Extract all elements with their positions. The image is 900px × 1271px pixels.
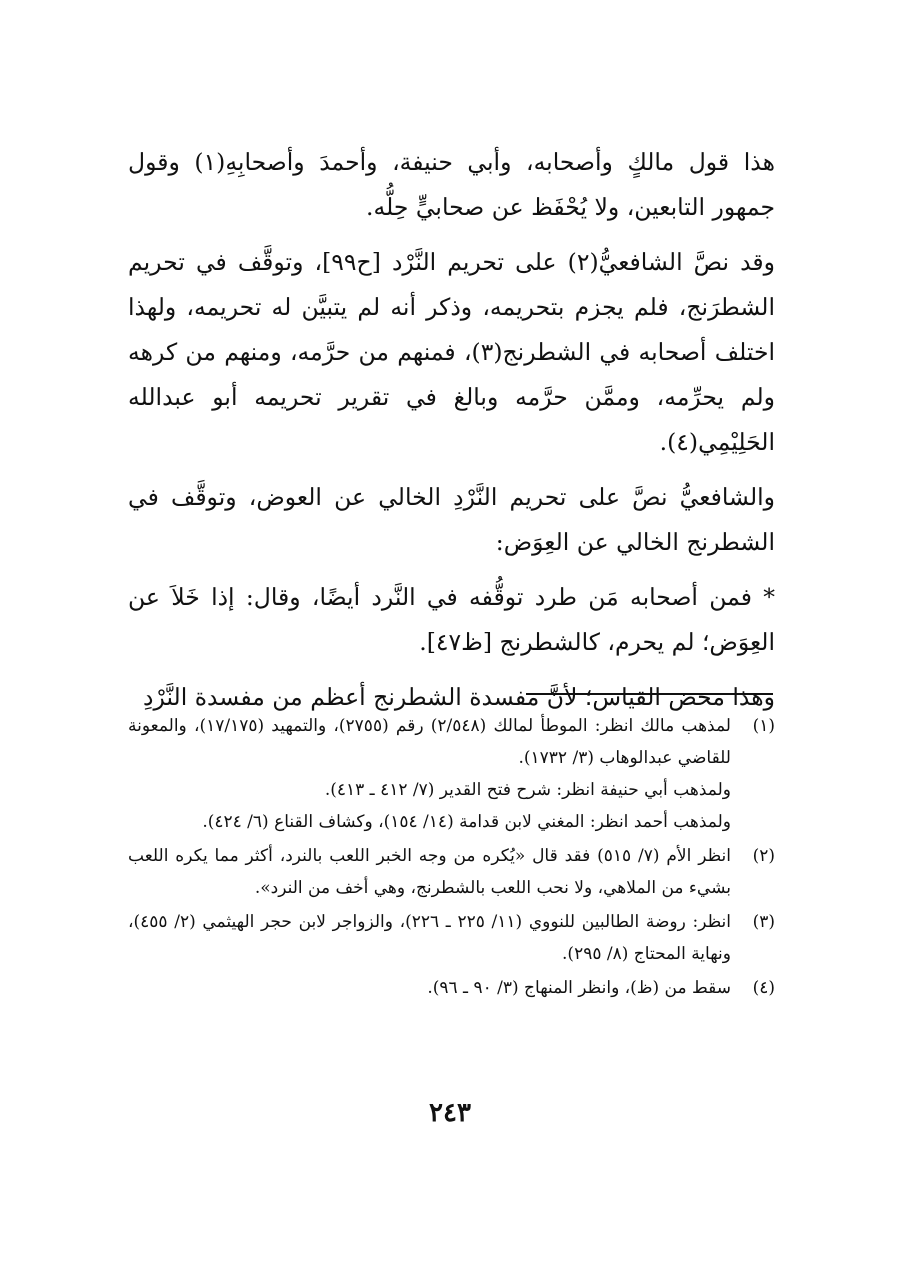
footnote-divider (526, 693, 773, 695)
footnote-number: (٣) (752, 912, 775, 932)
footnote-text: ولمذهب أحمد انظر: المغني لابن قدامة (١٤/ ١٥٤)، وكشاف القناع (٦/ ٤٢٤). (202, 812, 731, 832)
page-number: ٢٤٣ (429, 1098, 471, 1128)
paragraph-5: وهذا محض القياس؛ لأنَّ مفسدة الشطرنج أعظم من مفسدة النَّرْدِ (143, 683, 775, 711)
footnote-text: سقط من (ظ)، وانظر المنهاج (٣/ ٩٠ ـ ٩٦). (427, 978, 731, 998)
footnote-2 (128, 840, 775, 904)
footnote-text: انظر الأم (٧/ ٥١٥) فقد قال «يُكره من وجه الخبر اللعب بالنرد، أكثر مما يكره اللعب بشيء من الملاهي، ولا نحب اللعب بالشطرنج، وهي أخف من النرد». (128, 846, 731, 898)
footnote-1 (128, 710, 775, 838)
paragraph-1: هذا قول مالكٍ وأصحابه، وأبي حنيفة، وأحمدَ وأصحابِهِ(١) وقول جمهور التابعين، ولا يُحْفَظ عن صحابيٍّ حِلُّه. (128, 148, 775, 221)
footnote-text: لمذهب مالك انظر: الموطأ لمالك (٢/٥٤٨) رقم (٢٧٥٥)، والتمهيد (١٧/١٧٥)، والمعونة للقاضي عبدالوهاب (٣/ ١٧٣٢). (128, 716, 731, 768)
footnote-text: ولمذهب أبي حنيفة انظر: شرح فتح القدير (٧/ ٤١٢ ـ ٤١٣). (324, 780, 731, 800)
footnote-3 (128, 906, 775, 970)
paragraph-3: والشافعيُّ نصَّ على تحريم النَّرْدِ الخالي عن العوض، وتوقَّف في الشطرنج الخالي عن العِوَض: (128, 483, 775, 556)
footnote-text: انظر: روضة الطالبين للنووي (١١/ ٢٢٥ ـ ٢٢٦)، والزواجر لابن حجر الهيثمي (٢/ ٤٥٥)، ونهاية المحتاج (٨/ ٢٩٥). (128, 912, 731, 964)
footnote-number: (١) (752, 716, 775, 736)
footnote-4 (128, 972, 775, 1004)
main-text (128, 140, 775, 730)
footnote-number: (٤) (752, 978, 775, 998)
paragraph-2: وقد نصَّ الشافعيُّ(٢) على تحريم النَّرْد [ح٩٩]، وتوقَّف في تحريم الشطرَنج، فلم يجزم بتحريمه، وذكر أنه لم يتبيَّن له تحريمه، ولهذا اختلف أصحابه في الشطرنج(٣)، فمنهم من حرَّمه، ومنهم من كرهه ولم يحرِّمه، وممَّن حرَّمه وبالغ في تقرير تحريمه أبو عبدالله الحَلِيْمِي(٤). (128, 248, 776, 456)
paragraph-4: * فمن أصحابه مَن طرد توقُّفه في النَّرد أيضًا، وقال: إذا خَلاَ عن العِوَض؛ لم يحرم، كالشطرنج [ظ٤٧]. (128, 583, 775, 656)
footnote-number: (٢) (752, 846, 775, 866)
footnotes (128, 710, 775, 1006)
